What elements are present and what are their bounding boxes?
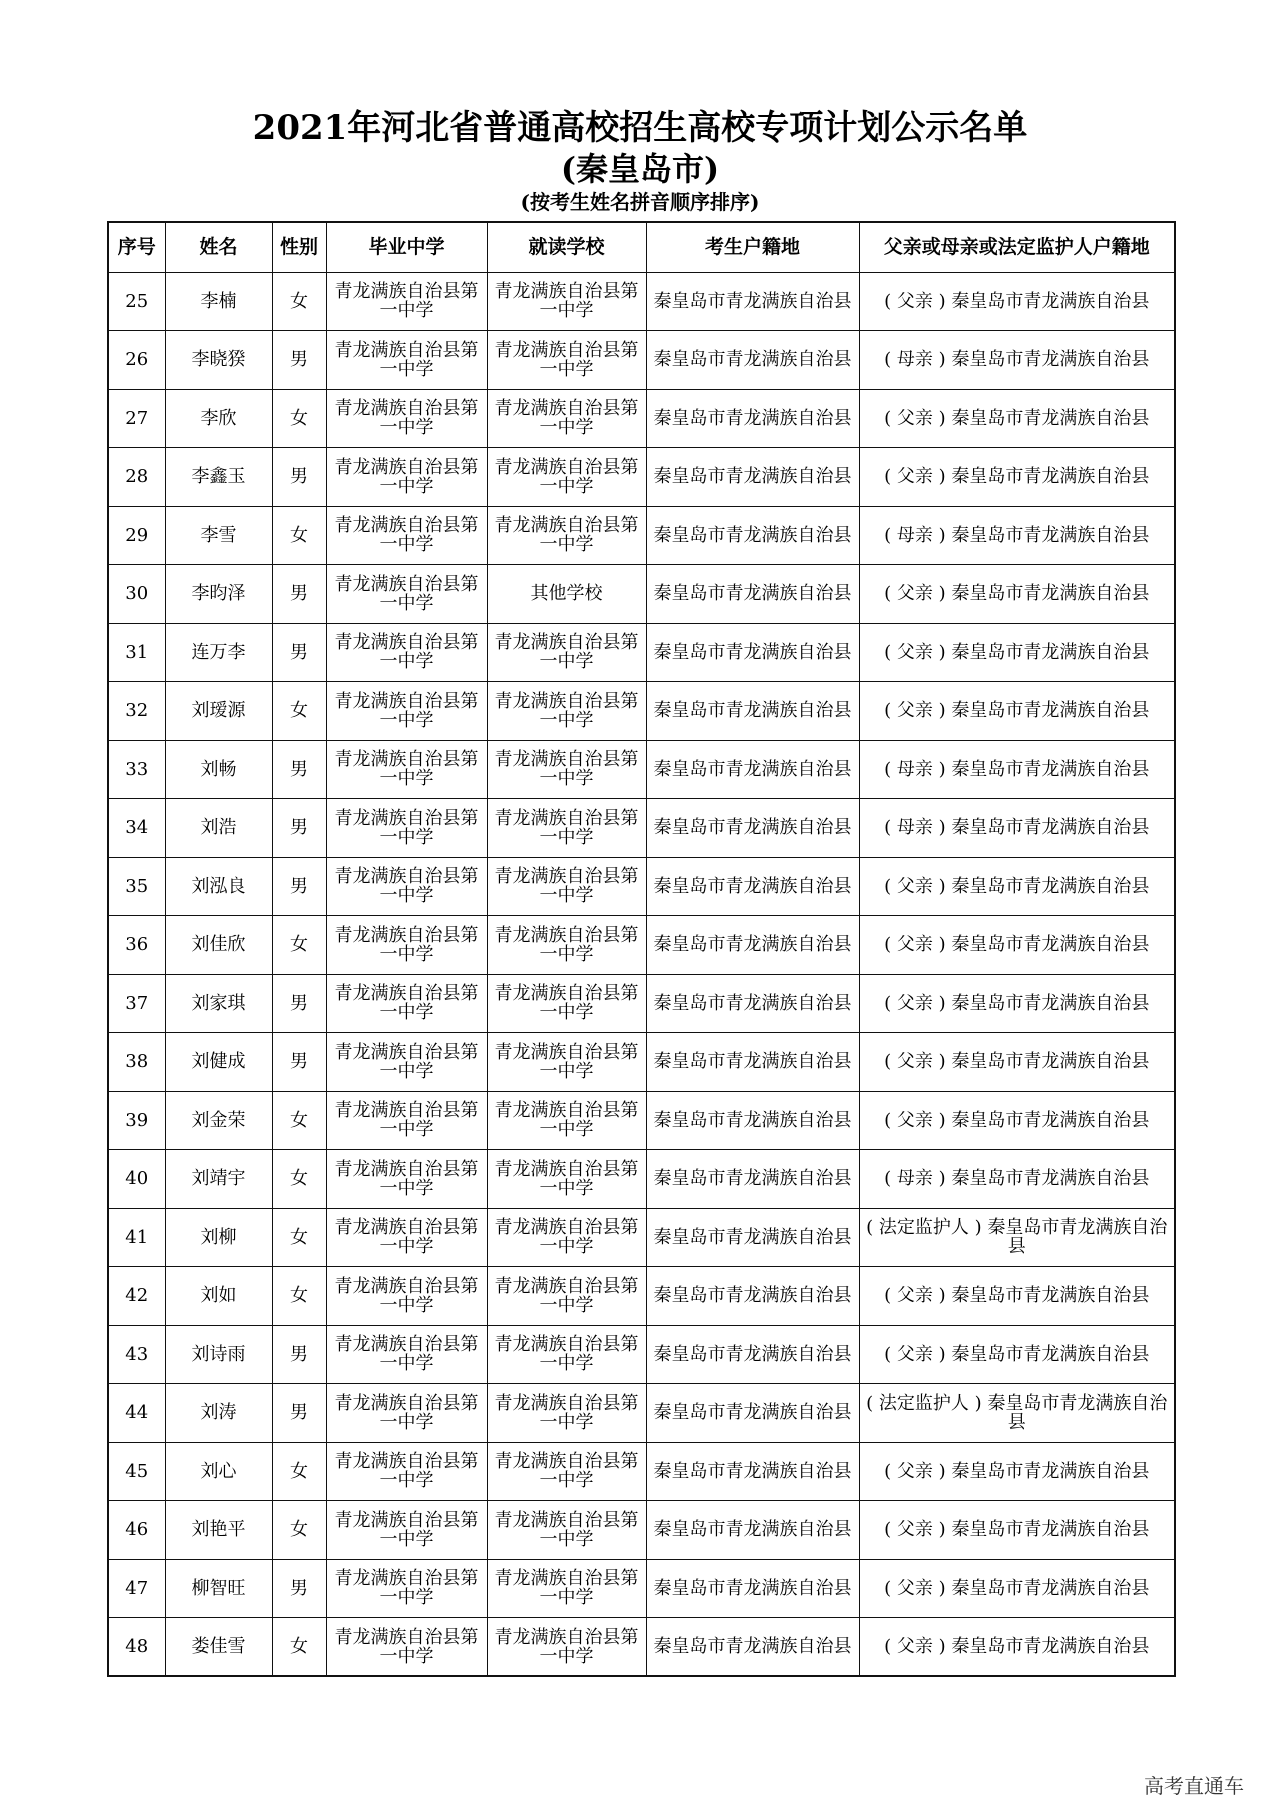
- cell-household: 秦皇岛市青龙满族自治县: [646, 1501, 859, 1560]
- cell-gender: 男: [272, 1384, 326, 1443]
- table-row: [108, 1150, 1175, 1209]
- header-gender: 性别: [272, 222, 326, 272]
- cell-name: 刘心: [165, 1442, 272, 1501]
- cell-seq: 26: [108, 331, 165, 390]
- cell-guardian-household: ( 父亲 ) 秦皇岛市青龙满族自治县: [859, 1442, 1175, 1501]
- table-row: [108, 272, 1175, 331]
- header-household: 考生户籍地: [646, 222, 859, 272]
- cell-seq: 33: [108, 740, 165, 799]
- cell-gender: 男: [272, 799, 326, 858]
- cell-household: 秦皇岛市青龙满族自治县: [646, 857, 859, 916]
- cell-seq: 46: [108, 1501, 165, 1560]
- cell-gender: 女: [272, 682, 326, 741]
- cell-graduation-school: 青龙满族自治县第一中学: [326, 682, 487, 741]
- table-row: [108, 565, 1175, 624]
- cell-gender: 女: [272, 506, 326, 565]
- cell-name: 李楠: [165, 272, 272, 331]
- cell-guardian-household: ( 父亲 ) 秦皇岛市青龙满族自治县: [859, 1267, 1175, 1326]
- header-current-school: 就读学校: [487, 222, 646, 272]
- cell-current-school: 青龙满族自治县第一中学: [487, 1559, 646, 1618]
- cell-household: 秦皇岛市青龙满族自治县: [646, 1618, 859, 1677]
- table-header-row: [108, 222, 1175, 272]
- cell-seq: 48: [108, 1618, 165, 1677]
- cell-seq: 44: [108, 1384, 165, 1443]
- cell-guardian-household: ( 父亲 ) 秦皇岛市青龙满族自治县: [859, 1325, 1175, 1384]
- table-row: [108, 1208, 1175, 1267]
- cell-name: 刘佳欣: [165, 916, 272, 975]
- cell-gender: 女: [272, 1208, 326, 1267]
- cell-gender: 女: [272, 1150, 326, 1209]
- cell-graduation-school: 青龙满族自治县第一中学: [326, 1442, 487, 1501]
- cell-guardian-household: ( 父亲 ) 秦皇岛市青龙满族自治县: [859, 272, 1175, 331]
- cell-gender: 女: [272, 1501, 326, 1560]
- cell-graduation-school: 青龙满族自治县第一中学: [326, 1033, 487, 1092]
- cell-current-school: 青龙满族自治县第一中学: [487, 799, 646, 858]
- cell-guardian-household: ( 母亲 ) 秦皇岛市青龙满族自治县: [859, 331, 1175, 390]
- cell-guardian-household: ( 法定监护人 ) 秦皇岛市青龙满族自治县: [859, 1208, 1175, 1267]
- cell-guardian-household: ( 父亲 ) 秦皇岛市青龙满族自治县: [859, 1559, 1175, 1618]
- cell-name: 刘诗雨: [165, 1325, 272, 1384]
- cell-household: 秦皇岛市青龙满族自治县: [646, 565, 859, 624]
- cell-graduation-school: 青龙满族自治县第一中学: [326, 1325, 487, 1384]
- cell-current-school: 青龙满族自治县第一中学: [487, 1091, 646, 1150]
- cell-guardian-household: ( 父亲 ) 秦皇岛市青龙满族自治县: [859, 682, 1175, 741]
- cell-guardian-household: ( 母亲 ) 秦皇岛市青龙满族自治县: [859, 799, 1175, 858]
- cell-household: 秦皇岛市青龙满族自治县: [646, 1091, 859, 1150]
- cell-household: 秦皇岛市青龙满族自治县: [646, 1325, 859, 1384]
- table-row: [108, 623, 1175, 682]
- cell-current-school: 青龙满族自治县第一中学: [487, 623, 646, 682]
- cell-seq: 29: [108, 506, 165, 565]
- roster-table: [107, 221, 1176, 1677]
- cell-household: 秦皇岛市青龙满族自治县: [646, 506, 859, 565]
- cell-seq: 31: [108, 623, 165, 682]
- table-row: [108, 1618, 1175, 1677]
- cell-gender: 女: [272, 1267, 326, 1326]
- cell-graduation-school: 青龙满族自治县第一中学: [326, 331, 487, 390]
- table-row: [108, 1033, 1175, 1092]
- cell-gender: 男: [272, 565, 326, 624]
- cell-household: 秦皇岛市青龙满族自治县: [646, 1267, 859, 1326]
- cell-seq: 36: [108, 916, 165, 975]
- cell-current-school: 青龙满族自治县第一中学: [487, 1384, 646, 1443]
- cell-household: 秦皇岛市青龙满族自治县: [646, 272, 859, 331]
- cell-name: 连万李: [165, 623, 272, 682]
- cell-current-school: 青龙满族自治县第一中学: [487, 1618, 646, 1677]
- cell-gender: 女: [272, 389, 326, 448]
- cell-guardian-household: ( 母亲 ) 秦皇岛市青龙满族自治县: [859, 740, 1175, 799]
- cell-seq: 47: [108, 1559, 165, 1618]
- cell-current-school: 青龙满族自治县第一中学: [487, 272, 646, 331]
- cell-name: 刘浩: [165, 799, 272, 858]
- page-subtitle: (秦皇岛市): [560, 150, 720, 188]
- cell-graduation-school: 青龙满族自治县第一中学: [326, 974, 487, 1033]
- cell-current-school: 青龙满族自治县第一中学: [487, 1325, 646, 1384]
- cell-seq: 41: [108, 1208, 165, 1267]
- table-row: [108, 857, 1175, 916]
- table-row: [108, 799, 1175, 858]
- cell-gender: 男: [272, 974, 326, 1033]
- cell-name: 刘金荣: [165, 1091, 272, 1150]
- watermark: 高考直通车: [1144, 1774, 1244, 1798]
- cell-household: 秦皇岛市青龙满族自治县: [646, 1033, 859, 1092]
- table-row: [108, 1091, 1175, 1150]
- cell-current-school: 青龙满族自治县第一中学: [487, 506, 646, 565]
- cell-gender: 男: [272, 1325, 326, 1384]
- cell-current-school: 青龙满族自治县第一中学: [487, 740, 646, 799]
- cell-household: 秦皇岛市青龙满族自治县: [646, 1208, 859, 1267]
- cell-guardian-household: ( 父亲 ) 秦皇岛市青龙满族自治县: [859, 857, 1175, 916]
- cell-name: 娄佳雪: [165, 1618, 272, 1677]
- cell-household: 秦皇岛市青龙满族自治县: [646, 1150, 859, 1209]
- table-row: [108, 1442, 1175, 1501]
- cell-graduation-school: 青龙满族自治县第一中学: [326, 1501, 487, 1560]
- header-guardian-household: 父亲或母亲或法定监护人户籍地: [859, 222, 1175, 272]
- cell-guardian-household: ( 父亲 ) 秦皇岛市青龙满族自治县: [859, 916, 1175, 975]
- cell-name: 刘瑷源: [165, 682, 272, 741]
- cell-household: 秦皇岛市青龙满族自治县: [646, 1559, 859, 1618]
- cell-gender: 女: [272, 1091, 326, 1150]
- cell-guardian-household: ( 父亲 ) 秦皇岛市青龙满族自治县: [859, 623, 1175, 682]
- cell-graduation-school: 青龙满族自治县第一中学: [326, 1267, 487, 1326]
- cell-gender: 女: [272, 916, 326, 975]
- cell-graduation-school: 青龙满族自治县第一中学: [326, 1150, 487, 1209]
- cell-current-school: 其他学校: [487, 565, 646, 624]
- cell-name: 刘健成: [165, 1033, 272, 1092]
- table-row: [108, 1501, 1175, 1560]
- cell-seq: 25: [108, 272, 165, 331]
- cell-household: 秦皇岛市青龙满族自治县: [646, 682, 859, 741]
- cell-seq: 40: [108, 1150, 165, 1209]
- cell-gender: 男: [272, 857, 326, 916]
- cell-guardian-household: ( 父亲 ) 秦皇岛市青龙满族自治县: [859, 974, 1175, 1033]
- table-row: [108, 974, 1175, 1033]
- cell-guardian-household: ( 父亲 ) 秦皇岛市青龙满族自治县: [859, 389, 1175, 448]
- cell-current-school: 青龙满族自治县第一中学: [487, 331, 646, 390]
- cell-name: 刘家琪: [165, 974, 272, 1033]
- cell-seq: 34: [108, 799, 165, 858]
- cell-current-school: 青龙满族自治县第一中学: [487, 1150, 646, 1209]
- cell-household: 秦皇岛市青龙满族自治县: [646, 799, 859, 858]
- cell-household: 秦皇岛市青龙满族自治县: [646, 740, 859, 799]
- cell-graduation-school: 青龙满族自治县第一中学: [326, 916, 487, 975]
- cell-gender: 女: [272, 272, 326, 331]
- cell-graduation-school: 青龙满族自治县第一中学: [326, 1618, 487, 1677]
- cell-seq: 28: [108, 448, 165, 507]
- cell-name: 李鑫玉: [165, 448, 272, 507]
- cell-guardian-household: ( 父亲 ) 秦皇岛市青龙满族自治县: [859, 565, 1175, 624]
- cell-graduation-school: 青龙满族自治县第一中学: [326, 1384, 487, 1443]
- cell-graduation-school: 青龙满族自治县第一中学: [326, 857, 487, 916]
- cell-name: 李昀泽: [165, 565, 272, 624]
- cell-name: 李晓猤: [165, 331, 272, 390]
- cell-graduation-school: 青龙满族自治县第一中学: [326, 1091, 487, 1150]
- cell-graduation-school: 青龙满族自治县第一中学: [326, 1559, 487, 1618]
- table-row: [108, 682, 1175, 741]
- table-row: [108, 916, 1175, 975]
- cell-gender: 男: [272, 740, 326, 799]
- cell-current-school: 青龙满族自治县第一中学: [487, 389, 646, 448]
- cell-name: 刘靖宇: [165, 1150, 272, 1209]
- table-row: [108, 1559, 1175, 1618]
- table-row: [108, 1325, 1175, 1384]
- table-row: [108, 389, 1175, 448]
- cell-name: 柳智旺: [165, 1559, 272, 1618]
- cell-graduation-school: 青龙满族自治县第一中学: [326, 799, 487, 858]
- cell-current-school: 青龙满族自治县第一中学: [487, 1501, 646, 1560]
- page-title: 2021年河北省普通高校招生高校专项计划公示名单: [252, 108, 1028, 148]
- sort-note: (按考生姓名拼音顺序排序): [520, 190, 760, 214]
- cell-graduation-school: 青龙满族自治县第一中学: [326, 623, 487, 682]
- cell-graduation-school: 青龙满族自治县第一中学: [326, 1208, 487, 1267]
- table-row: [108, 740, 1175, 799]
- cell-gender: 男: [272, 448, 326, 507]
- cell-current-school: 青龙满族自治县第一中学: [487, 857, 646, 916]
- cell-gender: 男: [272, 1559, 326, 1618]
- cell-seq: 45: [108, 1442, 165, 1501]
- cell-household: 秦皇岛市青龙满族自治县: [646, 974, 859, 1033]
- cell-guardian-household: ( 母亲 ) 秦皇岛市青龙满族自治县: [859, 1150, 1175, 1209]
- cell-guardian-household: ( 法定监护人 ) 秦皇岛市青龙满族自治县: [859, 1384, 1175, 1443]
- cell-guardian-household: ( 父亲 ) 秦皇岛市青龙满族自治县: [859, 1091, 1175, 1150]
- header-seq: 序号: [108, 222, 165, 272]
- cell-current-school: 青龙满族自治县第一中学: [487, 1033, 646, 1092]
- table-row: [108, 448, 1175, 507]
- cell-guardian-household: ( 父亲 ) 秦皇岛市青龙满族自治县: [859, 1033, 1175, 1092]
- cell-graduation-school: 青龙满族自治县第一中学: [326, 565, 487, 624]
- table-row: [108, 331, 1175, 390]
- cell-gender: 女: [272, 1618, 326, 1677]
- cell-graduation-school: 青龙满族自治县第一中学: [326, 272, 487, 331]
- cell-name: 刘如: [165, 1267, 272, 1326]
- cell-gender: 男: [272, 331, 326, 390]
- cell-gender: 男: [272, 623, 326, 682]
- cell-seq: 37: [108, 974, 165, 1033]
- cell-name: 刘柳: [165, 1208, 272, 1267]
- cell-name: 刘涛: [165, 1384, 272, 1443]
- cell-current-school: 青龙满族自治县第一中学: [487, 916, 646, 975]
- cell-name: 刘畅: [165, 740, 272, 799]
- cell-seq: 32: [108, 682, 165, 741]
- cell-guardian-household: ( 父亲 ) 秦皇岛市青龙满族自治县: [859, 448, 1175, 507]
- cell-gender: 男: [272, 1033, 326, 1092]
- cell-current-school: 青龙满族自治县第一中学: [487, 448, 646, 507]
- cell-name: 李欣: [165, 389, 272, 448]
- cell-household: 秦皇岛市青龙满族自治县: [646, 1384, 859, 1443]
- cell-household: 秦皇岛市青龙满族自治县: [646, 448, 859, 507]
- cell-household: 秦皇岛市青龙满族自治县: [646, 916, 859, 975]
- cell-current-school: 青龙满族自治县第一中学: [487, 1208, 646, 1267]
- cell-seq: 27: [108, 389, 165, 448]
- cell-seq: 43: [108, 1325, 165, 1384]
- header-graduation-school: 毕业中学: [326, 222, 487, 272]
- cell-seq: 42: [108, 1267, 165, 1326]
- cell-current-school: 青龙满族自治县第一中学: [487, 974, 646, 1033]
- cell-name: 刘艳平: [165, 1501, 272, 1560]
- cell-seq: 38: [108, 1033, 165, 1092]
- cell-current-school: 青龙满族自治县第一中学: [487, 682, 646, 741]
- cell-graduation-school: 青龙满族自治县第一中学: [326, 448, 487, 507]
- cell-household: 秦皇岛市青龙满族自治县: [646, 623, 859, 682]
- header-name: 姓名: [165, 222, 272, 272]
- cell-household: 秦皇岛市青龙满族自治县: [646, 389, 859, 448]
- cell-gender: 女: [272, 1442, 326, 1501]
- cell-graduation-school: 青龙满族自治县第一中学: [326, 389, 487, 448]
- cell-guardian-household: ( 父亲 ) 秦皇岛市青龙满族自治县: [859, 1501, 1175, 1560]
- cell-seq: 35: [108, 857, 165, 916]
- cell-household: 秦皇岛市青龙满族自治县: [646, 331, 859, 390]
- cell-graduation-school: 青龙满族自治县第一中学: [326, 506, 487, 565]
- cell-household: 秦皇岛市青龙满族自治县: [646, 1442, 859, 1501]
- cell-seq: 30: [108, 565, 165, 624]
- cell-seq: 39: [108, 1091, 165, 1150]
- cell-guardian-household: ( 母亲 ) 秦皇岛市青龙满族自治县: [859, 506, 1175, 565]
- cell-current-school: 青龙满族自治县第一中学: [487, 1267, 646, 1326]
- cell-name: 刘泓良: [165, 857, 272, 916]
- cell-guardian-household: ( 父亲 ) 秦皇岛市青龙满族自治县: [859, 1618, 1175, 1677]
- table-row: [108, 1384, 1175, 1443]
- table-body: [108, 272, 1175, 1676]
- table-row: [108, 506, 1175, 565]
- cell-graduation-school: 青龙满族自治县第一中学: [326, 740, 487, 799]
- cell-current-school: 青龙满族自治县第一中学: [487, 1442, 646, 1501]
- cell-name: 李雪: [165, 506, 272, 565]
- table-row: [108, 1267, 1175, 1326]
